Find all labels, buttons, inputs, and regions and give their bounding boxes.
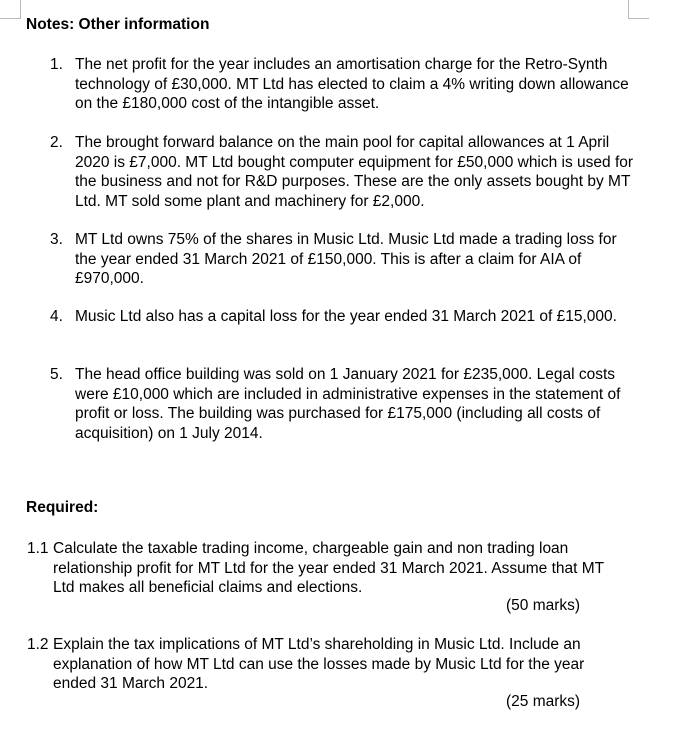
note-number: 2. — [50, 134, 63, 151]
requirement-item — [27, 539, 627, 598]
required-heading: Required: — [26, 499, 99, 516]
note-item — [50, 365, 640, 443]
note-text: The brought forward balance on the main pool for capital allowances at 1 April 2020 is £7,000. MT Ltd bought computer equipment for £50,000 which is used for the business and not for R&D purposes. These are the only assets bought by MT Ltd. MT sold some plant and machinery for £2,000. — [75, 134, 634, 210]
note-item — [50, 55, 640, 114]
requirement-item — [27, 635, 627, 694]
note-number: 1. — [50, 56, 63, 73]
page-corner-mark-right — [628, 0, 649, 19]
requirement-number: 1.1 — [27, 540, 49, 557]
note-item — [50, 133, 640, 211]
requirement-text: Explain the tax implications of MT Ltd’s shareholding in Music Ltd. Include an explanation of how MT Ltd can use the losses made by Music Ltd for the year ended 31 March 2021. — [53, 636, 585, 692]
note-item — [50, 230, 640, 289]
page-corner-mark-left — [0, 0, 21, 19]
note-item — [50, 307, 640, 327]
note-text: The net profit for the year includes an amortisation charge for the Retro-Synth technology of £30,000. MT Ltd has elected to claim a 4% writing down allowance on the £180,000 cost of the intangible asset. — [75, 56, 629, 112]
requirement-text: Calculate the taxable trading income, chargeable gain and non trading loan relationship profit for MT Ltd for the year ended 31 March 2021. Assume that MT Ltd makes all beneficial claims and elections. — [53, 540, 604, 596]
note-text: MT Ltd owns 75% of the shares in Music Ltd. Music Ltd made a trading loss for the year ended 31 March 2021 of £150,000. This is after a claim for AIA of £970,000. — [75, 231, 617, 287]
note-text: The head office building was sold on 1 January 2021 for £235,000. Legal costs were £10,000 which are included in administrative expenses in the statement of profit or loss. The building was purchased for £175,000 (including all costs of acquisition) on 1 July 2014. — [75, 366, 621, 442]
note-number: 4. — [50, 308, 63, 325]
requirement-number: 1.2 — [27, 636, 49, 653]
note-number: 3. — [50, 231, 63, 248]
requirement-marks: (25 marks) — [506, 693, 581, 710]
notes-heading: Notes: Other information — [26, 16, 210, 33]
note-number: 5. — [50, 366, 63, 383]
note-text: Music Ltd also has a capital loss for the year ended 31 March 2021 of £15,000. — [75, 308, 617, 325]
requirement-marks: (50 marks) — [506, 597, 581, 614]
